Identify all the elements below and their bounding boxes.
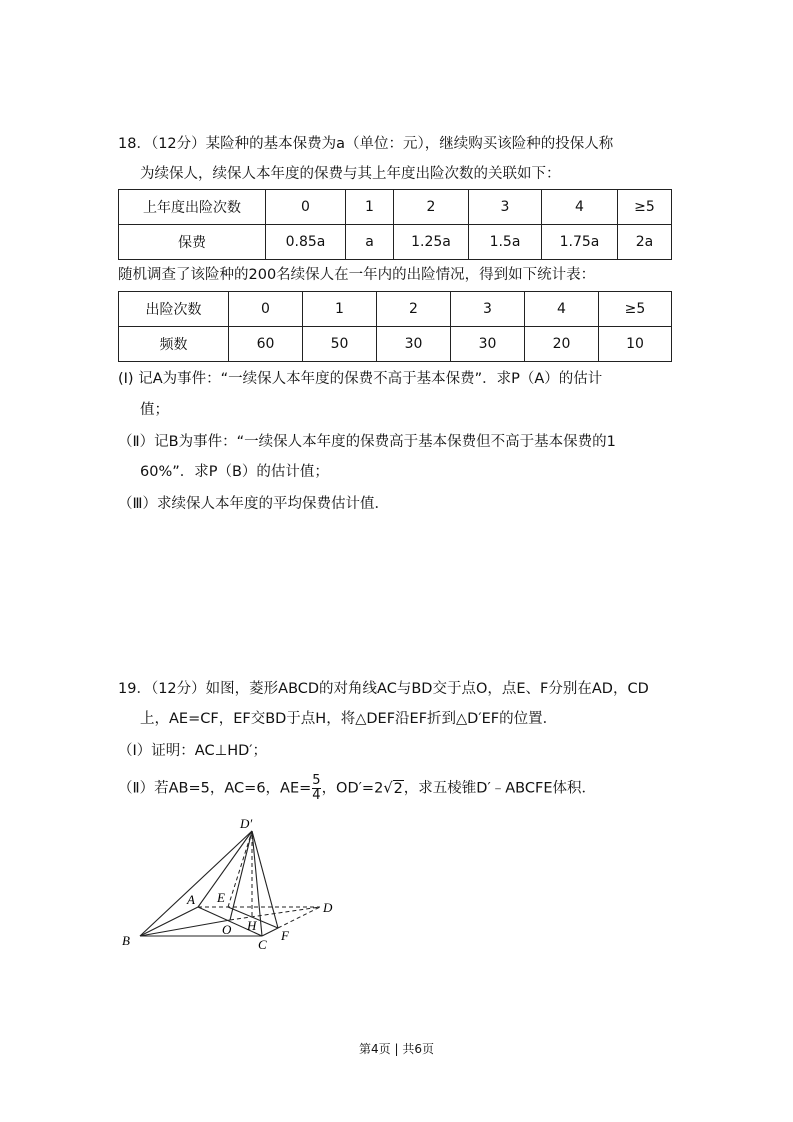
- table-cell: 50: [303, 327, 377, 362]
- table-cell: 3: [451, 292, 525, 327]
- q19-part2-text: （Ⅱ）若AB=5，AC=6，AE=: [118, 780, 312, 797]
- table-cell: 1: [346, 190, 394, 225]
- table-cell: 0: [266, 190, 346, 225]
- table-cell: 出险次数: [119, 292, 229, 327]
- q19-stem-line2: 上，AE=CF，EF交BD于点H，将△DEF沿EF折到△D′EF的位置．: [140, 711, 558, 727]
- q18-stem-line3: 随机调查了该险种的200名续保人在一年内的出险情况，得到如下统计表：: [118, 267, 596, 283]
- table-cell: a: [346, 225, 394, 260]
- table-cell: 1.75a: [542, 225, 618, 260]
- table-cell: 1.5a: [469, 225, 542, 260]
- q18-part1-line1: (Ⅰ) 记A为事件：“一续保人本年度的保费不高于基本保费”．求P（A）的估计: [118, 371, 603, 387]
- q18-part2-line2: 60%”．求P（B）的估计值；: [140, 464, 329, 480]
- table-cell: 0.85a: [266, 225, 346, 260]
- fraction-numerator: 5: [312, 773, 321, 788]
- sqrt-radicand: 2: [393, 780, 403, 797]
- label-h: H: [247, 918, 257, 933]
- q18-stem-line2: 为续保人，续保人本年度的保费与其上年度出险次数的关联如下：: [140, 166, 561, 182]
- table-cell: 0: [229, 292, 303, 327]
- label-c: C: [258, 937, 267, 952]
- table-cell: ≥5: [599, 292, 672, 327]
- q19-stem-line1: 19．（12分）如图，菱形ABCD的对角线AC与BD交于点O，点E、F分别在AD，CD: [118, 681, 649, 697]
- table-cell: 3: [469, 190, 542, 225]
- table-cell: 30: [377, 327, 451, 362]
- table-cell: 2a: [618, 225, 672, 260]
- table-cell: 20: [525, 327, 599, 362]
- table-cell: 4: [542, 190, 618, 225]
- q19-part2-text: ，求五棱锥D′﹣ABCFE体积．: [403, 780, 596, 797]
- label-d: D: [323, 900, 333, 915]
- q18-part2-line1: （Ⅱ）记B为事件：“一续保人本年度的保费高于基本保费但不高于基本保费的1: [118, 434, 616, 450]
- table-cell: 2: [377, 292, 451, 327]
- table-cell: 频数: [119, 327, 229, 362]
- table-cell: 60: [229, 327, 303, 362]
- table-cell: 4: [525, 292, 599, 327]
- table-cell: 保费: [119, 225, 266, 260]
- label-o: O: [222, 922, 232, 937]
- table-cell: 30: [451, 327, 525, 362]
- table-cell: 2: [394, 190, 469, 225]
- label-e: E: [217, 890, 225, 905]
- table-cell: 1: [303, 292, 377, 327]
- q19-part1: （Ⅰ）证明：AC⊥HD′；: [118, 743, 268, 759]
- q18-part1-line2: 值；: [140, 402, 169, 418]
- table-cell: 1.25a: [394, 225, 469, 260]
- label-d-prime: D′: [240, 816, 253, 831]
- q19-part2: （Ⅱ）若AB=5，AC=6，AE= $\frac{5}{4}$ ，OD′=2√2，求五棱锥D′﹣ABCFE体积．: [118, 773, 596, 803]
- q18-stem-line1: 18．（12分）某险种的基本保费为a（单位：元），继续购买该险种的投保人称: [118, 136, 614, 152]
- table-cell: 上年度出险次数: [119, 190, 266, 225]
- table-cell: 10: [599, 327, 672, 362]
- q18-part3: （Ⅲ）求续保人本年度的平均保费估计值．: [118, 496, 389, 512]
- q19-part2-text: ，OD′=2: [321, 780, 384, 797]
- page-footer: 第4页 | 共6页: [359, 1042, 434, 1056]
- label-a: A: [187, 892, 195, 907]
- label-f: F: [281, 928, 289, 943]
- table-cell: ≥5: [618, 190, 672, 225]
- label-b: B: [122, 933, 130, 948]
- fraction-denominator: 4: [312, 788, 321, 803]
